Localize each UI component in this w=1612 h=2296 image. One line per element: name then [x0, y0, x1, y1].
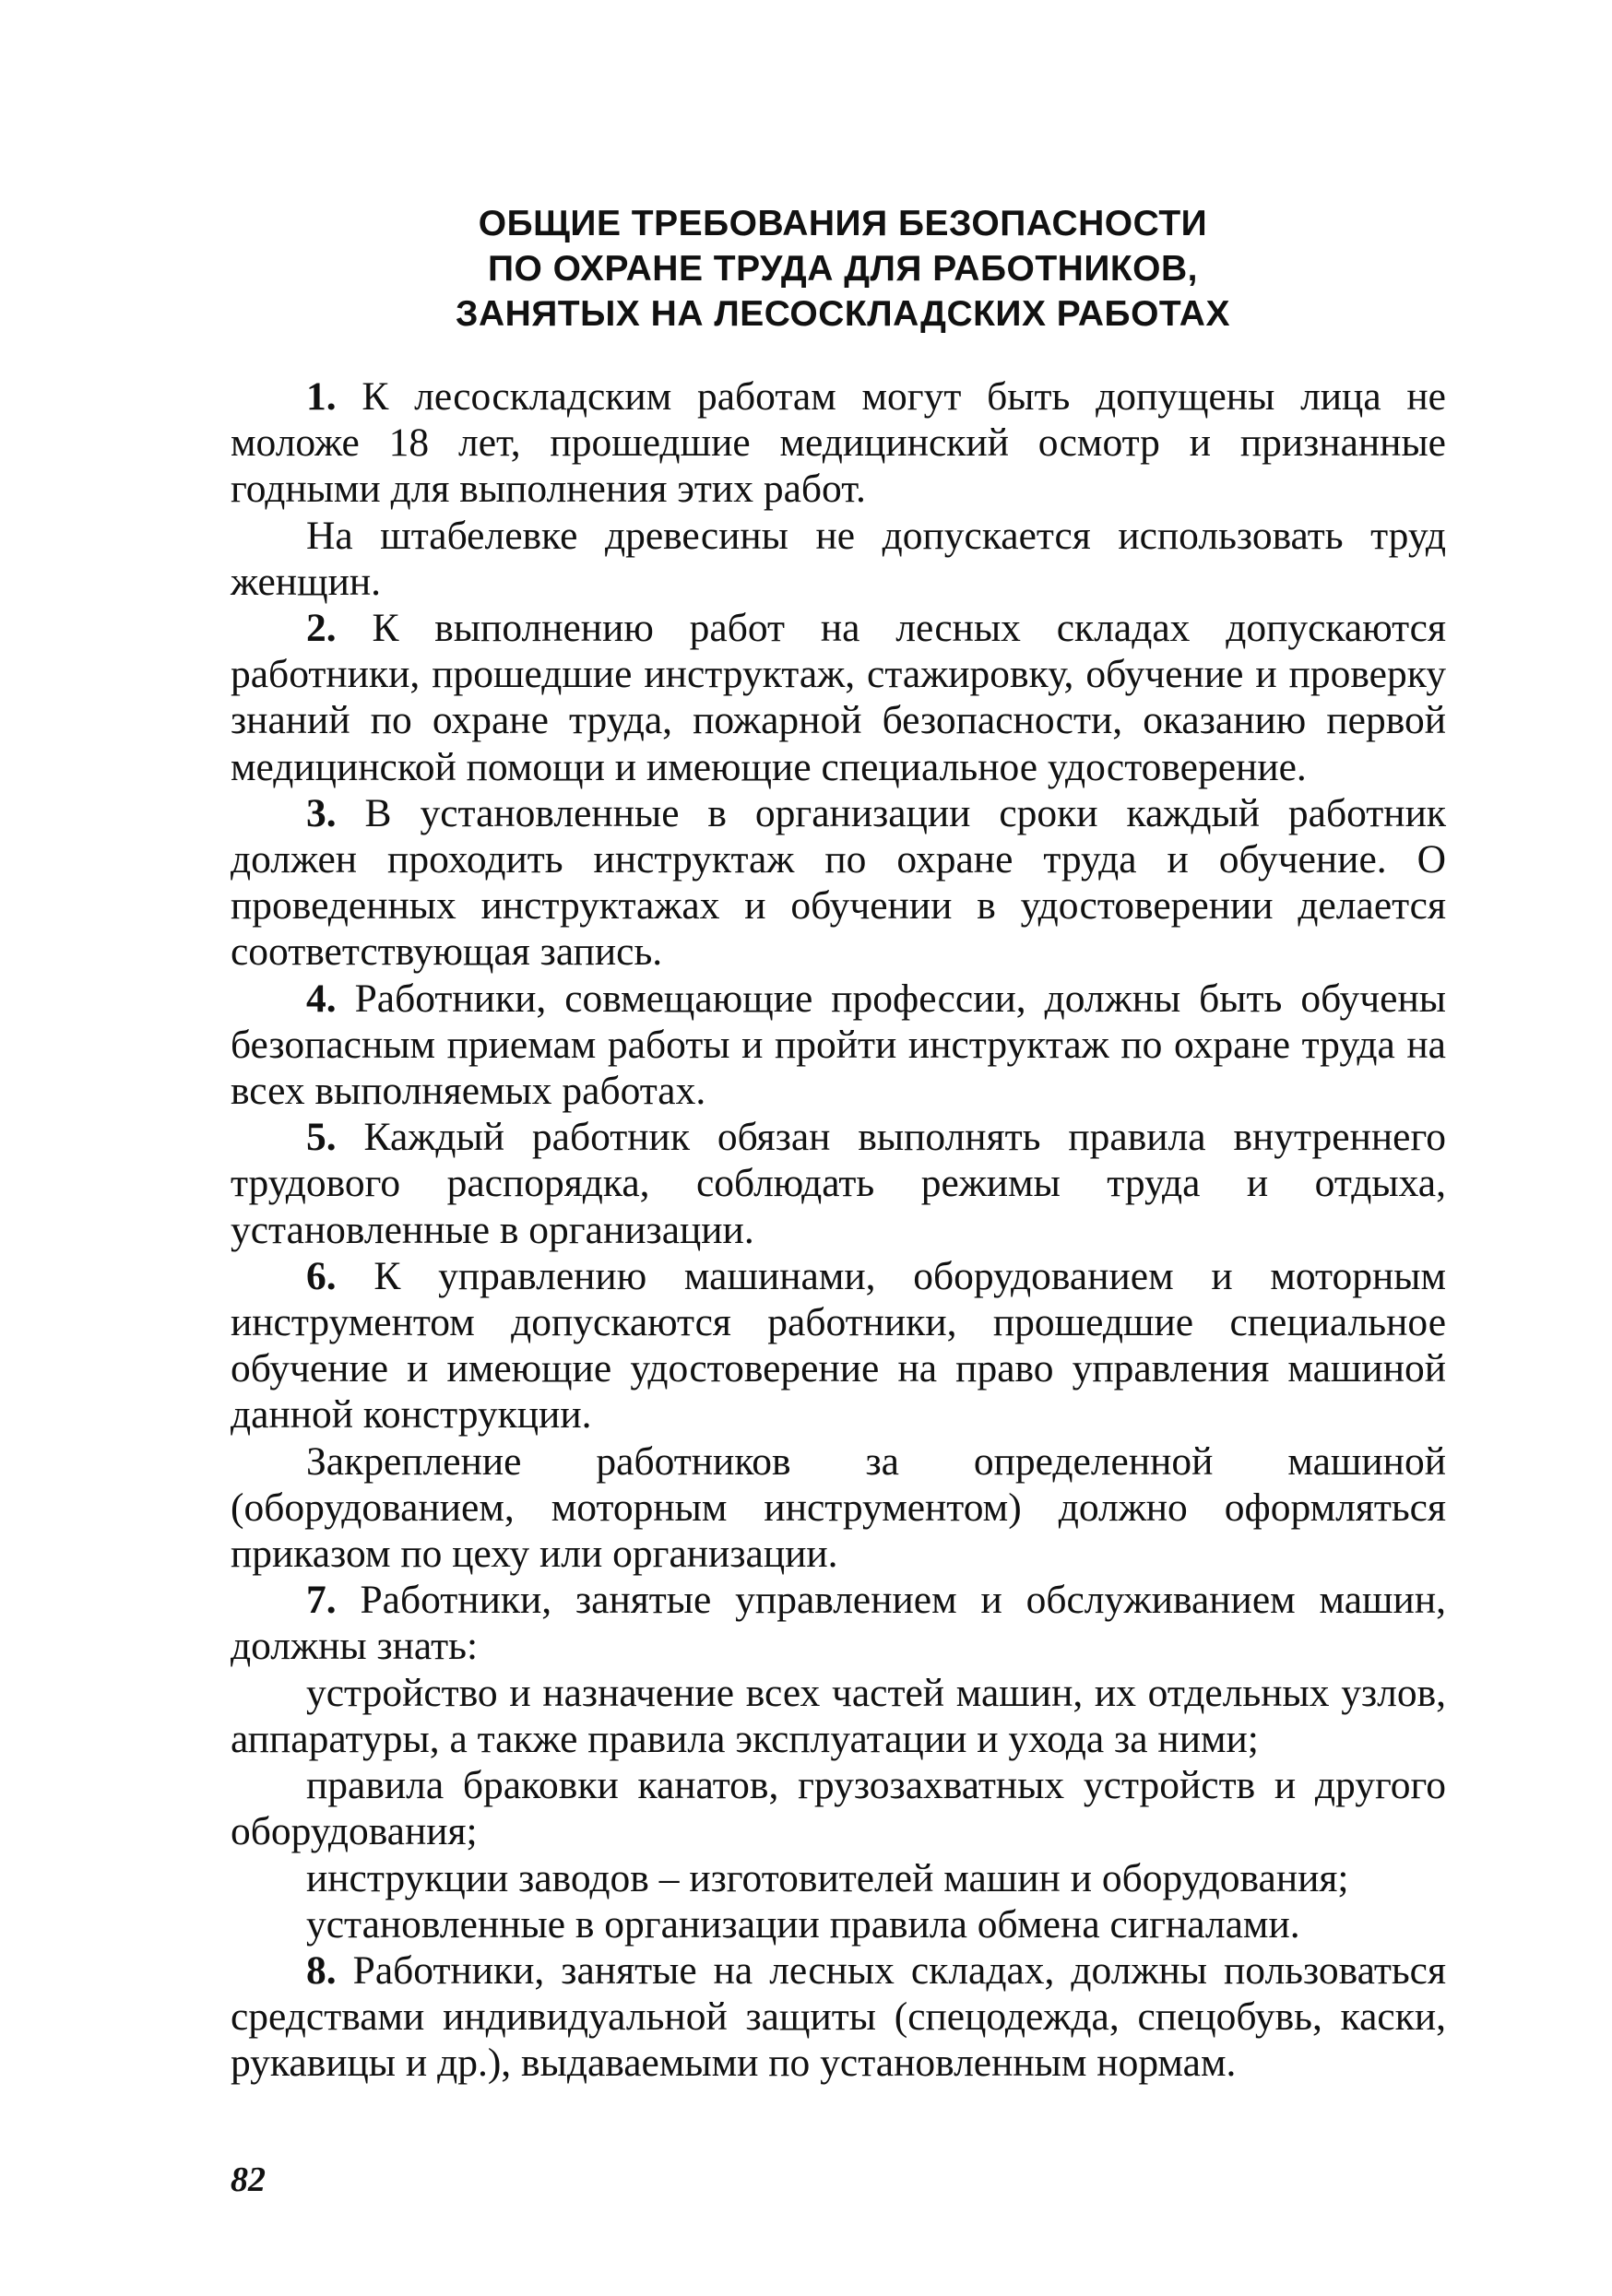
paragraph-text: К лесоскладским работам могут быть допущены лица не моложе 18 лет, прошедшие медицинский осмотр и признанные годными для выполнения этих работ. [231, 374, 1446, 512]
paragraph-text: Каждый работник обязан выполнять правила внутреннего трудового распорядка, соблюдать режимы труда и отдыха, установленные в организации. [231, 1115, 1446, 1252]
paragraph-4 [231, 976, 1446, 1115]
title-line-3: ЗАНЯТЫХ НА ЛЕСОСКЛАДСКИХ РАБОТАХ [456, 294, 1230, 334]
paragraph-text: правила браковки канатов, грузозахватных устройств и другого оборудования; [231, 1763, 1446, 1854]
paragraph-number: 6. [306, 1253, 337, 1298]
paragraph-7-item-1 [231, 1670, 1446, 1762]
paragraph-text: К выполнению работ на лесных складах допускаются работники, прошедшие инструктаж, стажировку, обучение и проверку знаний по охране труда, пожарной безопасности, оказанию первой медицинской помощи и имеющие специальное удостоверение. [231, 606, 1446, 789]
title-line-2: ПО ОХРАНЕ ТРУДА ДЛЯ РАБОТНИКОВ, [487, 249, 1198, 289]
document-title [231, 201, 1446, 337]
paragraph-text: Закрепление работников за определенной машиной (оборудованием, моторным инструментом) должно оформляться приказом по цеху или организации. [231, 1438, 1446, 1577]
paragraph-text: инструкции заводов – изготовителей машин и оборудования; [306, 1855, 1349, 1900]
paragraph-1 [231, 373, 1446, 513]
document-page [231, 201, 1446, 2087]
paragraph-1-note [231, 513, 1446, 605]
paragraph-3 [231, 790, 1446, 976]
paragraph-number: 2. [306, 606, 337, 651]
title-line-1: ОБЩИЕ ТРЕБОВАНИЯ БЕЗОПАСНОСТИ [478, 204, 1208, 243]
paragraph-number: 7. [306, 1578, 337, 1623]
page-number: 82 [231, 2160, 266, 2199]
paragraph-6 [231, 1253, 1446, 1438]
paragraph-number: 1. [306, 374, 337, 419]
paragraph-number: 3. [306, 790, 337, 835]
paragraph-number: 4. [306, 976, 337, 1021]
paragraph-text: Работники, занятые на лесных складах, должны пользоваться средствами индивидуальной защиты (спецодежда, спецобувь, каски, рукавицы и др.), выдаваемыми по установленным нормам. [231, 1947, 1446, 2086]
paragraph-number: 8. [306, 1947, 337, 1993]
paragraph-7-item-2 [231, 1762, 1446, 1854]
paragraph-text: Работники, занятые управлением и обслуживанием машин, должны знать: [231, 1578, 1446, 1669]
paragraph-text: Работники, совмещающие профессии, должны быть обучены безопасным приемам работы и пройти инструктаж по охране труда на всех выполняемых работах. [231, 976, 1446, 1114]
paragraph-2 [231, 605, 1446, 790]
paragraph-5 [231, 1114, 1446, 1253]
paragraph-7-item-4 [231, 1901, 1446, 1947]
paragraph-7 [231, 1577, 1446, 1669]
document-body [231, 373, 1446, 2087]
paragraph-text: К управлению машинами, оборудованием и моторным инструментом допускаются работники, прошедшие специальное обучение и имеющие удостоверение на право управления машиной данной конструкции. [231, 1253, 1446, 1438]
paragraph-text: В установленные в организации сроки каждый работник должен проходить инструктаж по охране труда и обучение. О проведенных инструктажах и обучении в удостоверении делается соответствующая запись. [231, 790, 1446, 975]
paragraph-6-note [231, 1438, 1446, 1578]
paragraph-text: На штабелевке древесины не допускается использовать труд женщин. [231, 513, 1446, 604]
paragraph-text: установленные в организации правила обмена сигналами. [306, 1901, 1300, 1947]
paragraph-text: устройство и назначение всех частей машин, их отдельных узлов, аппаратуры, а также правила эксплуатации и ухода за ними; [231, 1670, 1446, 1761]
paragraph-8 [231, 1947, 1446, 2087]
paragraph-7-item-3 [231, 1855, 1446, 1901]
paragraph-number: 5. [306, 1115, 337, 1160]
